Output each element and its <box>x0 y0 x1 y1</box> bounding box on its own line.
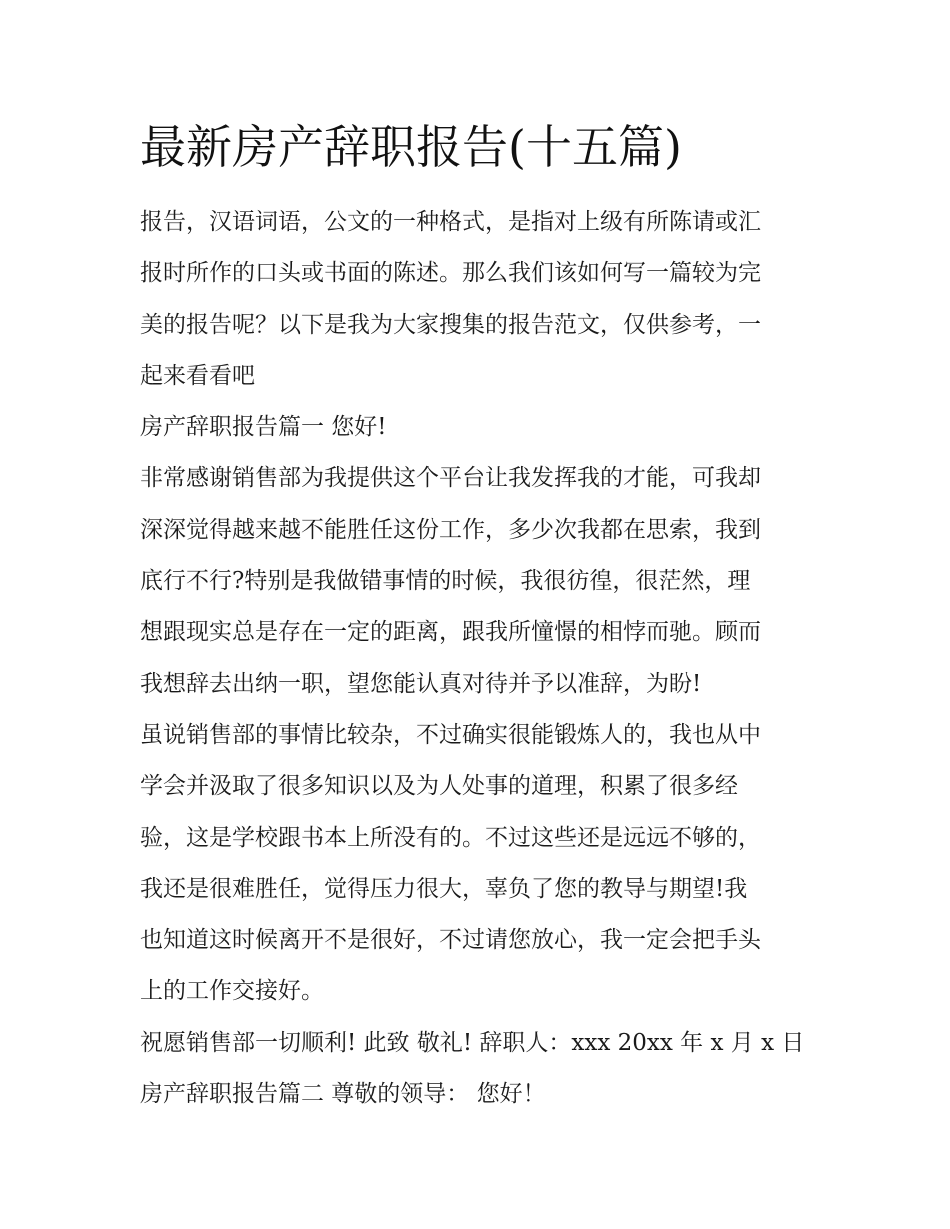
paragraph-line: 学会并汲取了很多知识以及为人处事的道理，积累了很多经 <box>140 773 738 800</box>
document-body <box>140 197 820 1120</box>
closing-signature-line: 祝愿销售部一切顺利! 此致 敬礼! 辞职人：xxx 20xx 年 x 月 x 日 <box>140 1029 805 1056</box>
paragraph-line: 深深觉得越来越不能胜任这份工作，多少次我都在思索，我到 <box>140 516 761 543</box>
paragraph-line: 我想辞去出纳一职，望您能认真对待并予以准辞，为盼! <box>140 670 702 697</box>
intro-line-3: 美的报告呢？以下是我为大家搜集的报告范文，仅供参考，一 <box>140 311 761 338</box>
intro-line-1: 报告，汉语词语，公文的一种格式，是指对上级有所陈请或汇 <box>140 209 761 235</box>
paragraph-line: 上的工作交接好。 <box>140 978 324 1005</box>
paragraph-line: 底行不行?特别是我做错事情的时候，我很彷徨，很茫然，理 <box>140 568 751 595</box>
intro-line-2: 报时所作的口头或书面的陈述。那么我们该如何写一篇较为完 <box>140 260 761 287</box>
paragraph-line: 虽说销售部的事情比较杂，不过确实很能锻炼人的，我也从中 <box>140 721 761 748</box>
paragraph-line: 也知道这时候离开不是很好，不过请您放心，我一定会把手头 <box>140 927 761 954</box>
document-title: 最新房产辞职报告(十五篇) <box>140 120 682 174</box>
paragraph-line: 验，这是学校跟书本上所没有的。不过这些还是远远不够的， <box>140 824 761 851</box>
section-one-heading: 房产辞职报告篇一 您好! <box>140 414 387 441</box>
paragraph-line: 我还是很难胜任，觉得压力很大，辜负了您的教导与期望!我 <box>140 875 748 902</box>
paragraph-line: 非常感谢销售部为我提供这个平台让我发挥我的才能，可我却 <box>140 465 761 492</box>
section-two-heading: 房产辞职报告篇二 尊敬的领导： 您好！ <box>140 1081 546 1108</box>
intro-line-4: 起来看看吧 <box>140 362 255 389</box>
paragraph-line: 想跟现实总是存在一定的距离，跟我所憧憬的相悖而驰。顾而 <box>140 619 761 646</box>
